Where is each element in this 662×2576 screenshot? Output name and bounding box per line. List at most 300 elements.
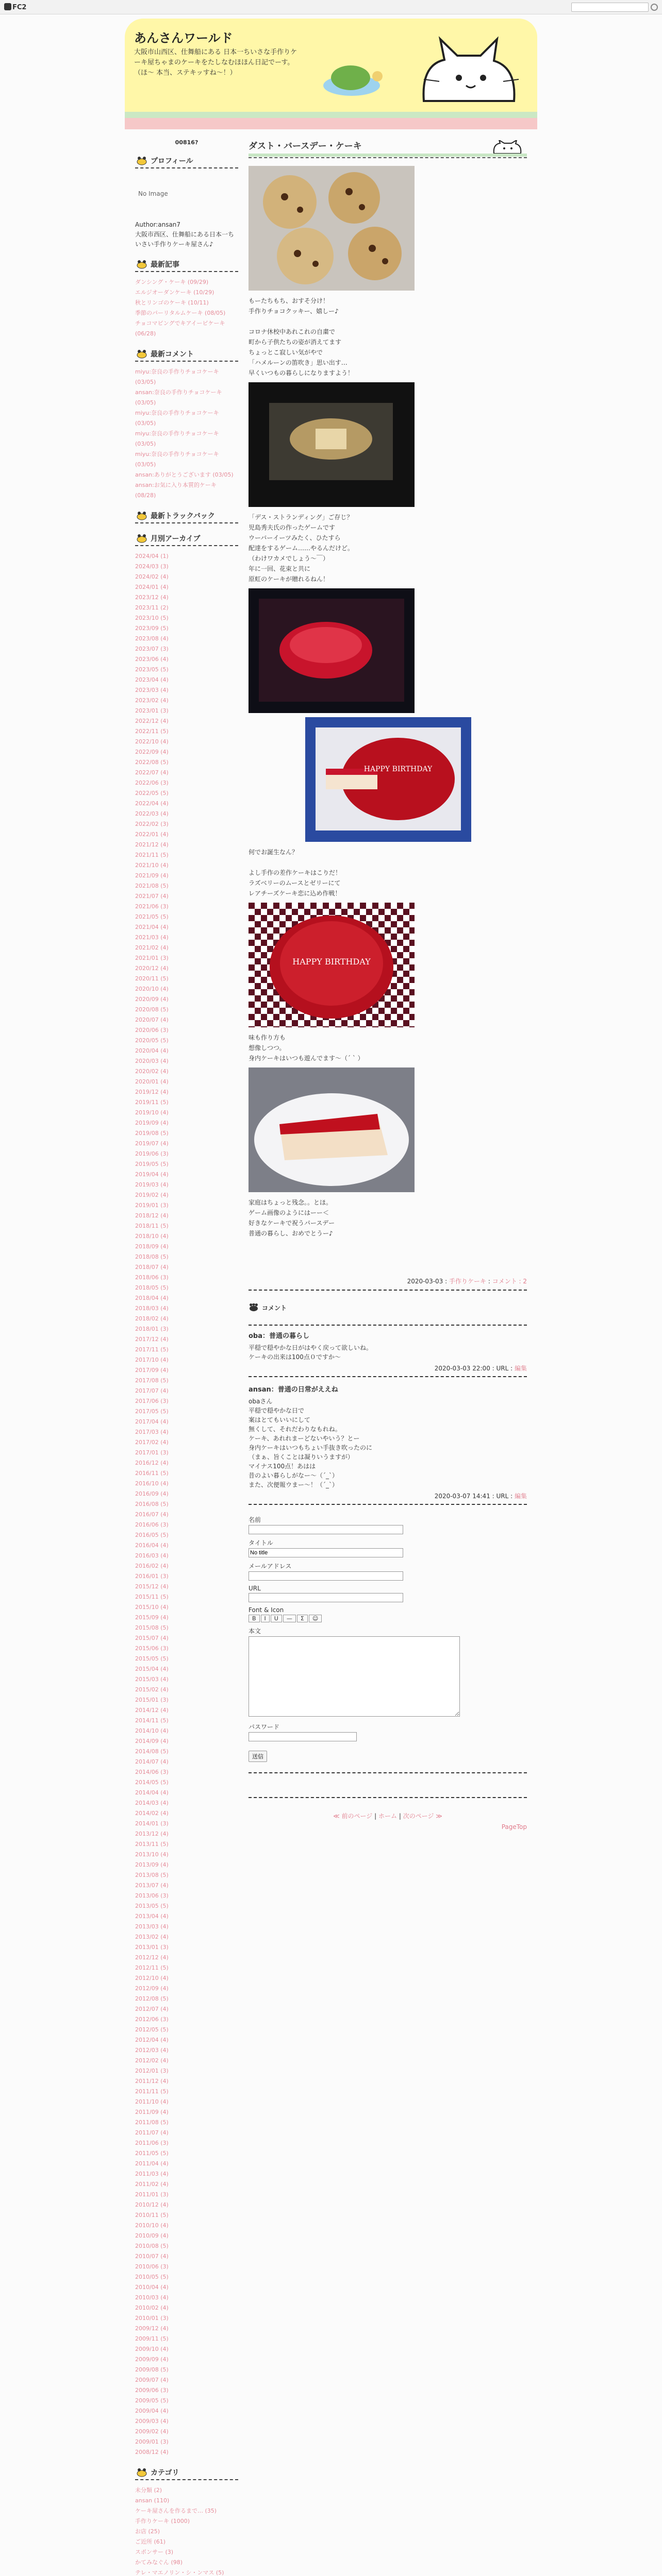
archive-link[interactable]: 2017/04 (4) — [135, 1418, 169, 1425]
cut-cake-photo[interactable] — [305, 717, 471, 842]
archive-link[interactable]: 2022/03 (4) — [135, 810, 169, 817]
comment-body-textarea[interactable] — [249, 1636, 460, 1717]
archive-link[interactable]: 2015/11 (5) — [135, 1594, 169, 1600]
pager: ≪ 前のページ | ホーム | 次のページ ≫ — [249, 1797, 527, 1820]
archive-link[interactable]: 2018/05 (5) — [135, 1284, 169, 1291]
archive-link[interactable]: 2014/03 (4) — [135, 1800, 169, 1806]
archive-link[interactable]: 2019/09 (4) — [135, 1120, 169, 1126]
category-link[interactable]: 未分類 (2) — [135, 2487, 162, 2494]
archive-link[interactable]: 2023/05 (5) — [135, 666, 169, 673]
recent-comments-list — [135, 367, 238, 501]
archive-link[interactable]: 2019/05 (5) — [135, 1161, 169, 1167]
category-link[interactable]: テレ・マエノリン・シ・ンマス (5) — [135, 2569, 224, 2576]
archive-link[interactable]: 2018/01 (3) — [135, 1326, 169, 1332]
name-input[interactable] — [249, 1525, 403, 1534]
format-tool-button[interactable]: U — [271, 1615, 282, 1622]
archive-link[interactable]: 2021/11 (5) — [135, 852, 169, 858]
password-label: パスワード — [249, 1723, 280, 1731]
paw-icon — [136, 260, 147, 269]
archive-link[interactable]: 2017/02 (4) — [135, 1439, 169, 1446]
paw-icon — [136, 511, 147, 520]
archive-link[interactable]: 2015/09 (4) — [135, 1614, 169, 1621]
archive-link[interactable]: 2018/08 (5) — [135, 1253, 169, 1260]
archive-link[interactable]: 2013/12 (4) — [135, 1831, 169, 1837]
archive-link[interactable]: 2010/12 (4) — [135, 2201, 169, 2208]
entry-text-line: よし手作の差作ケーキはこりだ！ — [249, 869, 342, 876]
recent-comments-heading: 最新コメント — [135, 348, 238, 362]
format-tool-button[interactable]: B — [249, 1615, 260, 1622]
category-link[interactable]: ケーキ屋さんを作るまで… (35) — [135, 2507, 217, 2514]
entry-paragraph-3 — [249, 847, 527, 899]
archive-link[interactable]: 2016/06 (3) — [135, 1521, 169, 1528]
comment-edit-link[interactable]: 編集 — [514, 1493, 527, 1500]
archive-link[interactable]: 2017/12 (4) — [135, 1336, 169, 1343]
entry-text-line — [249, 316, 527, 327]
title-dash-line — [249, 157, 527, 158]
archive-link[interactable]: 2013/01 (3) — [135, 1944, 169, 1951]
archive-link[interactable]: 2022/01 (4) — [135, 831, 169, 838]
format-toolbar — [249, 1615, 527, 1622]
archive-link[interactable]: 2010/07 (4) — [135, 2253, 169, 2260]
archive-link[interactable]: 2017/01 (3) — [135, 1449, 169, 1456]
archive-link[interactable]: 2019/12 (4) — [135, 1089, 169, 1095]
archive-link[interactable]: 2009/07 (4) — [135, 2377, 169, 2383]
archive-link[interactable]: 2012/08 (5) — [135, 1995, 169, 2002]
recent-entry-link[interactable]: ダンシング・ケーキ (09/29) — [135, 279, 209, 285]
cat-illustration-icon — [305, 29, 527, 106]
archive-link[interactable]: 2013/04 (4) — [135, 1913, 169, 1920]
archive-link[interactable]: 2017/05 (5) — [135, 1408, 169, 1415]
blog-header — [125, 19, 537, 129]
main-content — [249, 139, 527, 1831]
comment-edit-link[interactable]: 編集 — [514, 1365, 527, 1372]
archive-link[interactable]: 2009/04 (4) — [135, 2408, 169, 2414]
archive-link[interactable]: 2022/02 (3) — [135, 821, 169, 827]
comment-text-line: obaさん — [249, 1398, 273, 1405]
recent-comment-link[interactable]: miyu:奈良の手作りチョコケーキ (03/05) — [135, 430, 219, 447]
tv-game-photo[interactable] — [249, 382, 415, 507]
birthday-cake-text: HAPPY BIRTHDAY — [292, 957, 371, 967]
archive-link[interactable]: 2021/06 (3) — [135, 903, 169, 910]
recent-comment-link[interactable]: ansan:奈良の手作りチョコケーキ (03/05) — [135, 389, 222, 406]
entry-text-line: ラズベリーのムースとゼリーにて — [249, 879, 341, 887]
archive-link[interactable]: 2022/04 (4) — [135, 800, 169, 807]
archive-link[interactable]: 2009/11 (5) — [135, 2335, 169, 2342]
entry-title: ダスト・バースデー・ケーキ — [249, 139, 527, 157]
archive-link[interactable]: 2022/08 (5) — [135, 759, 169, 766]
comment-body — [249, 1397, 527, 1489]
archive-link[interactable]: 2019/06 (3) — [135, 1150, 169, 1157]
archive-link[interactable]: 2014/02 (4) — [135, 1810, 169, 1817]
archive-link[interactable]: 2015/06 (3) — [135, 1645, 169, 1652]
archive-link[interactable]: 2010/03 (4) — [135, 2294, 169, 2301]
archive-link[interactable]: 2017/03 (4) — [135, 1429, 169, 1435]
category-link[interactable]: スポンサー (3) — [135, 2549, 174, 2555]
archive-link[interactable]: 2009/10 (4) — [135, 2346, 169, 2352]
archive-link[interactable]: 2011/01 (3) — [135, 2191, 169, 2198]
paw-icon — [136, 2468, 147, 2477]
archive-link[interactable]: 2010/08 (5) — [135, 2243, 169, 2249]
paw-icon — [136, 156, 147, 165]
trackback-heading: 最新トラックバック — [135, 510, 238, 523]
paw-icon — [136, 349, 147, 359]
archive-link[interactable]: 2019/10 (4) — [135, 1109, 169, 1116]
archive-link[interactable]: 2008/12 (4) — [135, 2449, 169, 2455]
archive-list — [135, 551, 238, 2458]
archive-link[interactable]: 2022/06 (3) — [135, 779, 169, 786]
archive-link[interactable]: 2019/11 (5) — [135, 1099, 169, 1106]
comment-title: oba：普通の暮らし — [249, 1332, 310, 1340]
category-list — [135, 2485, 238, 2576]
entry-text-line: もーたちもち、おすそ分け！ — [249, 297, 329, 304]
archive-link[interactable]: 2017/06 (3) — [135, 1398, 169, 1404]
archive-link[interactable]: 2016/02 (4) — [135, 1563, 169, 1569]
name-label: 名前 — [249, 1516, 261, 1523]
archive-link[interactable]: 2021/09 (4) — [135, 872, 169, 879]
archive-link[interactable]: 2014/06 (3) — [135, 1769, 169, 1775]
archive-link[interactable]: 2009/01 (3) — [135, 2438, 169, 2445]
archive-link[interactable]: 2023/08 (4) — [135, 635, 169, 642]
entry-text-line: 年に一回、花束と共に — [249, 565, 311, 572]
recent-comment-link[interactable]: miyu:奈良の手作りチョコケーキ (03/05) — [135, 410, 219, 427]
archive-link[interactable]: 2015/10 (4) — [135, 1604, 169, 1611]
entry-text-line: 「デス・ストランディング」ご存じ？ — [249, 514, 353, 521]
category-link[interactable]: ご近所 (61) — [135, 2538, 166, 2545]
entry-text-line: 町から子供たちの姿が消えてます — [249, 338, 342, 346]
archive-link[interactable]: 2021/08 (5) — [135, 883, 169, 889]
archive-link[interactable]: 2020/04 (4) — [135, 1047, 169, 1054]
birthday-cake-photo[interactable] — [249, 903, 415, 1027]
archive-link[interactable]: 2023/03 (4) — [135, 687, 169, 693]
archive-link[interactable]: 2016/09 (4) — [135, 1490, 169, 1497]
archive-link[interactable]: 2009/06 (3) — [135, 2387, 169, 2394]
format-tool-button[interactable]: Σ — [297, 1615, 308, 1622]
archive-link[interactable]: 2010/01 (3) — [135, 2315, 169, 2321]
archive-link[interactable]: 2016/01 (3) — [135, 1573, 169, 1580]
archive-link[interactable]: 2019/08 (5) — [135, 1130, 169, 1137]
archive-link[interactable]: 2015/08 (5) — [135, 1624, 169, 1631]
archive-link[interactable]: 2023/10 (5) — [135, 615, 169, 621]
archive-link[interactable]: 2012/05 (5) — [135, 2026, 169, 2033]
archive-link[interactable]: 2023/02 (4) — [135, 697, 169, 704]
archive-link[interactable]: 2023/06 (4) — [135, 656, 169, 663]
comment-item — [249, 1325, 527, 1377]
archive-link[interactable]: 2022/10 (4) — [135, 738, 169, 745]
archive-link[interactable]: 2015/05 (5) — [135, 1655, 169, 1662]
archive-heading: 月別アーカイブ — [135, 533, 238, 546]
archive-link[interactable]: 2015/12 (4) — [135, 1583, 169, 1590]
archive-link[interactable]: 2020/02 (4) — [135, 1068, 169, 1075]
archive-link[interactable]: 2010/10 (4) — [135, 2222, 169, 2229]
paw-icon — [249, 1303, 259, 1312]
archive-link[interactable]: 2010/02 (4) — [135, 2304, 169, 2311]
entry-paragraph-2 — [249, 512, 527, 584]
archive-link[interactable]: 2013/11 (5) — [135, 1841, 169, 1848]
archive-link[interactable]: 2018/07 (4) — [135, 1264, 169, 1270]
archive-link[interactable]: 2016/12 (4) — [135, 1460, 169, 1466]
fc2-search-input[interactable] — [571, 3, 649, 12]
search-icon[interactable] — [651, 4, 658, 11]
recent-comment-link[interactable]: ansan:ありがとうございます (03/05) — [135, 471, 234, 478]
red-cake-tv-photo[interactable] — [249, 588, 415, 713]
archive-link[interactable]: 2021/01 (3) — [135, 955, 169, 961]
archive-link[interactable]: 2013/10 (4) — [135, 1851, 169, 1858]
archive-link[interactable]: 2021/04 (4) — [135, 924, 169, 930]
next-page-link[interactable]: 次のページ ≫ — [403, 1812, 442, 1820]
archive-link[interactable]: 2021/02 (4) — [135, 944, 169, 951]
archive-link[interactable]: 2014/10 (4) — [135, 1727, 169, 1734]
archive-link[interactable]: 2022/09 (4) — [135, 749, 169, 755]
archive-link[interactable]: 2010/09 (4) — [135, 2232, 169, 2239]
category-heading: カテゴリ — [135, 2467, 238, 2480]
entry-text-line: 好きなケーキで祝うパースデー — [249, 1219, 335, 1227]
archive-link[interactable]: 2021/12 (4) — [135, 841, 169, 848]
archive-link[interactable]: 2016/10 (4) — [135, 1480, 169, 1487]
archive-link[interactable]: 2012/10 (4) — [135, 1975, 169, 1981]
recent-comment-link[interactable]: miyu:奈良の手作りチョコケーキ (03/05) — [135, 451, 219, 468]
archive-link[interactable]: 2022/05 (5) — [135, 790, 169, 796]
recent-entry-link[interactable]: 秋とリンゴのケーキ (10/11) — [135, 299, 209, 306]
archive-link[interactable]: 2018/02 (4) — [135, 1315, 169, 1322]
archive-link[interactable]: 2023/12 (4) — [135, 594, 169, 601]
archive-link[interactable]: 2011/09 (4) — [135, 2109, 169, 2115]
email-input[interactable] — [249, 1571, 403, 1581]
archive-link[interactable]: 2014/01 (3) — [135, 1820, 169, 1827]
archive-link[interactable]: 2019/02 (4) — [135, 1192, 169, 1198]
recent-entry-link[interactable]: エルジオーダンケーキ (10/29) — [135, 289, 214, 296]
prev-page-link[interactable]: ≪ 前のページ — [333, 1812, 373, 1820]
archive-link[interactable]: 2011/10 (4) — [135, 2098, 169, 2105]
email-label: メールアドレス — [249, 1563, 292, 1570]
archive-link[interactable]: 2009/09 (4) — [135, 2356, 169, 2363]
archive-link[interactable]: 2012/01 (3) — [135, 2067, 169, 2074]
archive-link[interactable]: 2020/08 (5) — [135, 1006, 169, 1013]
archive-link[interactable]: 2014/11 (5) — [135, 1717, 169, 1724]
archive-link[interactable]: 2016/05 (5) — [135, 1532, 169, 1538]
category-link[interactable]: ansan (110) — [135, 2497, 170, 2504]
archive-link[interactable]: 2022/12 (4) — [135, 718, 169, 724]
archive-link[interactable]: 2022/07 (4) — [135, 769, 169, 776]
archive-link[interactable]: 2020/05 (5) — [135, 1037, 169, 1044]
entry-text-line: 配達をするゲーム……やるんだけど。 — [249, 545, 354, 552]
archive-link[interactable]: 2017/10 (4) — [135, 1357, 169, 1363]
fc2-logo-icon — [4, 3, 11, 10]
archive-link[interactable]: 2011/05 (5) — [135, 2150, 169, 2157]
archive-link[interactable]: 2009/08 (5) — [135, 2366, 169, 2373]
archive-link[interactable]: 2012/11 (5) — [135, 1964, 169, 1971]
category-link[interactable]: かてみなぐん (98) — [135, 2559, 183, 2566]
recent-entry-link[interactable]: 季節のパーリタルムケーキ (08/05) — [135, 310, 226, 316]
archive-link[interactable]: 2011/02 (4) — [135, 2181, 169, 2188]
archive-link[interactable]: 2016/04 (4) — [135, 1542, 169, 1549]
archive-link[interactable]: 2015/04 (4) — [135, 1666, 169, 1672]
archive-link[interactable]: 2021/10 (4) — [135, 862, 169, 869]
archive-link[interactable]: 2018/12 (4) — [135, 1212, 169, 1219]
archive-link[interactable]: 2023/01 (3) — [135, 707, 169, 714]
archive-link[interactable]: 2024/03 (3) — [135, 563, 169, 570]
archive-link[interactable]: 2015/01 (3) — [135, 1697, 169, 1703]
archive-link[interactable]: 2019/01 (3) — [135, 1202, 169, 1209]
archive-link[interactable]: 2020/09 (4) — [135, 996, 169, 1003]
header-green-band — [125, 112, 537, 118]
comment-text-line: 案はとてもいいにして — [249, 1416, 311, 1423]
format-tool-button[interactable]: ☺ — [309, 1615, 322, 1622]
format-tool-button[interactable]: I — [261, 1615, 270, 1622]
cookie-photo[interactable] — [249, 166, 415, 291]
body-label: 本文 — [249, 1628, 261, 1635]
archive-link[interactable]: 2023/04 (4) — [135, 676, 169, 683]
title-input[interactable] — [249, 1548, 403, 1557]
profile-heading: プロフィール — [135, 155, 238, 168]
page-top-link[interactable]: PageTop — [501, 1823, 527, 1831]
archive-link[interactable]: 2012/02 (4) — [135, 2057, 169, 2064]
archive-link[interactable]: 2014/04 (4) — [135, 1789, 169, 1796]
archive-link[interactable]: 2020/10 (4) — [135, 986, 169, 992]
archive-link[interactable]: 2011/08 (5) — [135, 2119, 169, 2126]
archive-link[interactable]: 2010/11 (5) — [135, 2212, 169, 2218]
archive-link[interactable]: 2024/02 (4) — [135, 573, 169, 580]
archive-link[interactable]: 2020/12 (4) — [135, 965, 169, 972]
archive-link[interactable]: 2018/04 (4) — [135, 1295, 169, 1301]
archive-link[interactable]: 2014/05 (5) — [135, 1779, 169, 1786]
category-link[interactable]: お店 (25) — [135, 2528, 160, 2535]
archive-link[interactable]: 2013/09 (4) — [135, 1861, 169, 1868]
archive-link[interactable]: 2009/05 (5) — [135, 2397, 169, 2404]
comment-item — [249, 1385, 527, 1505]
comment-text-line: 平穏で穏やかな日で — [249, 1407, 305, 1414]
birthday-cake-text: HAPPY BIRTHDAY — [363, 765, 433, 773]
archive-link[interactable]: 2021/05 (5) — [135, 913, 169, 920]
archive-link[interactable]: 2011/04 (4) — [135, 2160, 169, 2167]
archive-link[interactable]: 2011/11 (5) — [135, 2088, 169, 2095]
archive-link[interactable]: 2016/08 (5) — [135, 1501, 169, 1507]
archive-link[interactable]: 2012/06 (3) — [135, 2016, 169, 2023]
archive-link[interactable]: 2011/12 (4) — [135, 2078, 169, 2084]
archive-link[interactable]: 2013/06 (3) — [135, 1892, 169, 1899]
archive-link[interactable]: 2019/07 (4) — [135, 1140, 169, 1147]
archive-link[interactable]: 2022/11 (5) — [135, 728, 169, 735]
archive-link[interactable]: 2017/07 (4) — [135, 1387, 169, 1394]
archive-link[interactable]: 2016/03 (4) — [135, 1552, 169, 1559]
archive-link[interactable]: 2018/06 (3) — [135, 1274, 169, 1281]
recent-comment-link[interactable]: ansan:お気に入り本質的ケーキ (08/28) — [135, 482, 217, 499]
archive-link[interactable]: 2021/07 (4) — [135, 893, 169, 900]
archive-link[interactable]: 2013/02 (4) — [135, 1934, 169, 1940]
archive-link[interactable]: 2011/07 (4) — [135, 2129, 169, 2136]
archive-link[interactable]: 2014/07 (4) — [135, 1758, 169, 1765]
archive-link[interactable]: 2015/02 (4) — [135, 1686, 169, 1693]
comment-text-line: マイナス100点！あはは — [249, 1463, 316, 1470]
entry-text-line: 児島秀夫氏の作ったゲームです — [249, 524, 336, 531]
archive-link[interactable]: 2013/07 (4) — [135, 1882, 169, 1889]
archive-link[interactable]: 2019/03 (4) — [135, 1181, 169, 1188]
fc2-logo[interactable]: FC2 — [4, 3, 26, 11]
archive-link[interactable]: 2012/04 (4) — [135, 2037, 169, 2043]
archive-link[interactable]: 2010/05 (5) — [135, 2274, 169, 2280]
archive-link[interactable]: 2020/01 (4) — [135, 1078, 169, 1085]
entry-text-line: 普通の暮らし、おめでとうー♪ — [249, 1230, 333, 1237]
recent-entries-list — [135, 277, 238, 339]
archive-link[interactable]: 2011/06 (3) — [135, 2140, 169, 2146]
format-tool-button[interactable]: — — [283, 1615, 296, 1622]
archive-link[interactable]: 2024/04 (1) — [135, 553, 169, 560]
cake-slice-photo[interactable] — [249, 1067, 415, 1192]
archive-link[interactable]: 2017/09 (4) — [135, 1367, 169, 1374]
archive-link[interactable]: 2012/09 (4) — [135, 1985, 169, 1992]
recent-entry-link[interactable]: チョコマピングでキアイーピケーキ (06/28) — [135, 320, 225, 337]
archive-link[interactable]: 2018/09 (4) — [135, 1243, 169, 1250]
archive-link[interactable]: 2023/11 (2) — [135, 604, 169, 611]
archive-link[interactable]: 2009/03 (4) — [135, 2418, 169, 2425]
archive-link[interactable]: 2013/05 (5) — [135, 1903, 169, 1909]
archive-link[interactable]: 2016/11 (5) — [135, 1470, 169, 1477]
archive-link[interactable]: 2018/10 (4) — [135, 1233, 169, 1240]
archive-link[interactable]: 2019/04 (4) — [135, 1171, 169, 1178]
entry-text-line: （わけワカメでしょう〜￣） — [249, 555, 329, 562]
entry-text-line: 味も作り方も — [249, 1034, 286, 1041]
archive-link[interactable]: 2020/07 (4) — [135, 1016, 169, 1023]
profile-no-image: No Image — [138, 190, 168, 197]
comment-text-line: 無くして、それだわりなもれね。 — [249, 1426, 341, 1433]
recent-comment-link[interactable]: miyu:奈良の手作りチョコケーキ (03/05) — [135, 368, 219, 385]
entry-text-line: 原虹のケーキが贈れるねん！ — [249, 575, 329, 583]
archive-link[interactable]: 2010/04 (4) — [135, 2284, 169, 2291]
password-input[interactable] — [249, 1732, 357, 1741]
archive-link[interactable]: 2010/06 (3) — [135, 2263, 169, 2270]
archive-link[interactable]: 2015/07 (4) — [135, 1635, 169, 1641]
archive-link[interactable]: 2021/03 (4) — [135, 934, 169, 941]
archive-link[interactable]: 2012/12 (4) — [135, 1954, 169, 1961]
title-label: タイトル — [249, 1539, 273, 1547]
blog-title[interactable]: あんさんワールド — [134, 31, 233, 45]
archive-link[interactable]: 2015/03 (4) — [135, 1676, 169, 1683]
archive-link[interactable]: 2012/03 (4) — [135, 2047, 169, 2054]
archive-link[interactable]: 2017/08 (5) — [135, 1377, 169, 1384]
archive-link[interactable]: 2014/12 (4) — [135, 1707, 169, 1714]
archive-link[interactable]: 2023/07 (3) — [135, 646, 169, 652]
archive-link[interactable]: 2013/08 (5) — [135, 1872, 169, 1878]
entry-text-line: コロナ休校中あれこれの自粛で — [249, 328, 336, 335]
url-input[interactable] — [249, 1593, 403, 1602]
archive-link[interactable]: 2011/03 (4) — [135, 2171, 169, 2177]
archive-link[interactable]: 2009/12 (4) — [135, 2325, 169, 2332]
archive-link[interactable]: 2014/08 (5) — [135, 1748, 169, 1755]
archive-link[interactable]: 2016/07 (4) — [135, 1511, 169, 1518]
comment-text-line: 身内ケーキはいつもちょい手抜き吹ったのに — [249, 1444, 373, 1451]
comment-meta: 2020-03-03 22:00 : URL : 編集 — [249, 1364, 527, 1377]
entry-text-line: 想像しつつ。 — [249, 1044, 286, 1052]
archive-link[interactable]: 2009/02 (4) — [135, 2428, 169, 2435]
archive-link[interactable]: 2020/06 (3) — [135, 1027, 169, 1033]
entry-comment-count-link[interactable]: コメント : 2 — [492, 1278, 527, 1285]
archive-link[interactable]: 2013/03 (4) — [135, 1923, 169, 1930]
archive-link[interactable]: 2012/07 (4) — [135, 2006, 169, 2012]
archive-link[interactable]: 2018/11 (5) — [135, 1223, 169, 1229]
comment-text-line: ケーキの出来は100点０ですか〜 — [249, 1353, 341, 1361]
archive-link[interactable]: 2023/09 (5) — [135, 625, 169, 632]
archive-link[interactable]: 2024/01 (4) — [135, 584, 169, 590]
home-link[interactable]: ホーム — [378, 1812, 397, 1820]
archive-link[interactable]: 2020/11 (5) — [135, 975, 169, 982]
archive-link[interactable]: 2020/03 (4) — [135, 1058, 169, 1064]
submit-button[interactable]: 送信 — [249, 1751, 267, 1762]
entry-category-link[interactable]: 手作りケーキ — [449, 1278, 486, 1285]
archive-link[interactable]: 2014/09 (4) — [135, 1738, 169, 1744]
archive-link[interactable]: 2018/03 (4) — [135, 1305, 169, 1312]
comment-body — [249, 1343, 527, 1362]
archive-link[interactable]: 2017/11 (5) — [135, 1346, 169, 1353]
category-link[interactable]: 手作りケーキ (1000) — [135, 2518, 190, 2524]
